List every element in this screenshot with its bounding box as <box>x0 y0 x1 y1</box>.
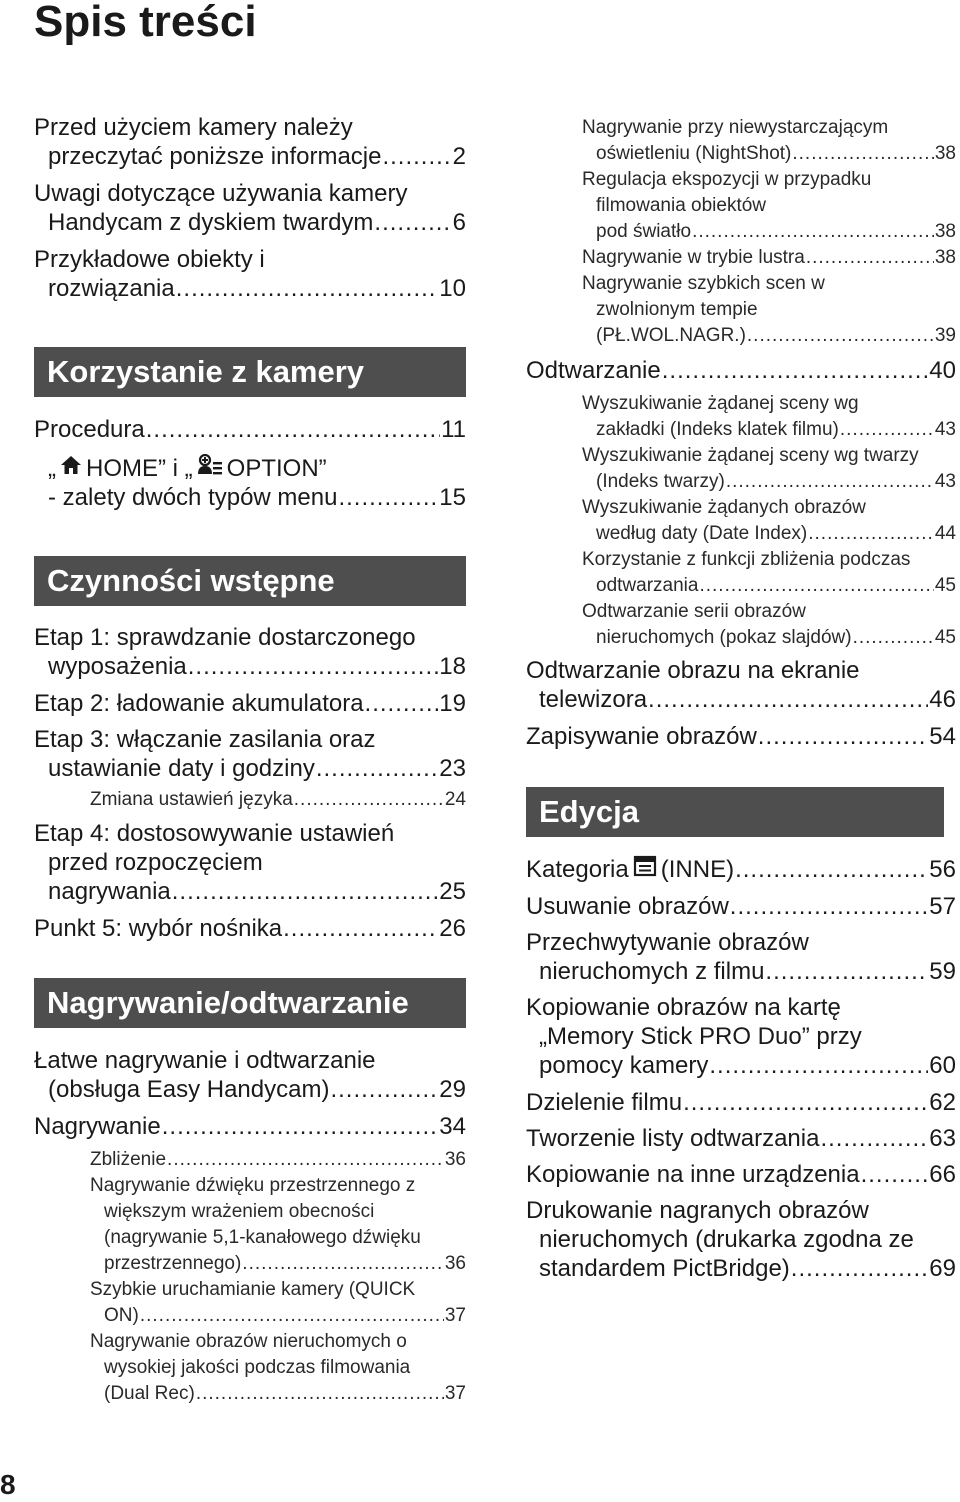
page-ref: 10 <box>439 275 466 302</box>
toc-entry[interactable]: Usuwanie obrazów ..... 57 <box>526 892 956 921</box>
page-ref: 45 <box>934 575 956 596</box>
page-ref: 37 <box>444 1383 466 1404</box>
toc-subentry[interactable]: Nagrywanie w trybie lustra ..... 38 <box>582 245 956 271</box>
toc-entry[interactable]: Tworzenie listy odtwarzania ..... 63 <box>526 1124 956 1153</box>
page-ref: 45 <box>934 627 956 648</box>
page-ref: 57 <box>929 893 956 920</box>
page-number: 8 <box>0 1469 16 1500</box>
section-header-korzystanie: Korzystanie z kamery <box>34 347 466 397</box>
toc-entry[interactable]: Etap 2: ładowanie akumulatora ..... 19 <box>34 689 466 718</box>
page-ref: 2 <box>452 143 466 170</box>
toc-entry[interactable]: Przed użyciem kamery należy przeczytać poniższe informacje ..... 2 <box>34 113 466 171</box>
section-header-nagrywanie-odtwarzanie: Nagrywanie/odtwarzanie <box>34 978 466 1028</box>
toc-subentry[interactable]: Korzystanie z funkcji zbliżenia podczas odtwarzania ..... 45 <box>582 547 956 599</box>
toc-entry[interactable]: Procedura ..... 11 <box>34 415 466 444</box>
page-ref: 6 <box>452 209 466 236</box>
page-ref: 46 <box>929 686 956 713</box>
toc-entry[interactable]: Etap 4: dostosowywanie ustawień przed rozpoczęciem nagrywania ..... 25 <box>34 819 466 906</box>
page-ref: 18 <box>439 653 466 680</box>
page-ref: 59 <box>929 958 956 985</box>
page-ref: 69 <box>929 1255 956 1282</box>
toc-entry[interactable]: Odtwarzanie obrazu na ekranie telewizora ..... 46 <box>526 656 956 714</box>
page-ref: 54 <box>929 723 956 750</box>
toc-entry[interactable]: Kopiowanie obrazów na kartę „Memory Stick PRO Duo” przy pomocy kamery ..... 60 <box>526 993 956 1080</box>
page-ref: 63 <box>929 1125 956 1152</box>
toc-entry[interactable]: Etap 3: włączanie zasilania oraz ustawianie daty i godziny ..... 23 <box>34 725 466 783</box>
page-ref: 38 <box>934 143 956 164</box>
page-ref: 56 <box>929 856 956 883</box>
toc-subentry[interactable]: Odtwarzanie serii obrazów nieruchomych (pokaz slajdów) ..... 45 <box>582 599 956 651</box>
toc-entry[interactable]: Odtwarzanie ..... 40 <box>526 356 956 385</box>
toc-entry[interactable]: Przykładowe obiekty i rozwiązania ..... 10 <box>34 245 466 303</box>
page-ref: 40 <box>929 357 956 384</box>
toc-entry[interactable]: Dzielenie filmu ..... 62 <box>526 1088 956 1117</box>
page-ref: 25 <box>439 878 466 905</box>
home-icon <box>60 454 82 483</box>
page-ref: 44 <box>934 523 956 544</box>
toc-entry-home-option[interactable]: „ HOME” i „ OPTION” - zalety dwóch typów menu ..... 15 <box>34 454 466 512</box>
section-header-edycja: Edycja <box>526 787 944 837</box>
page-ref: 24 <box>444 789 466 810</box>
toc-entry[interactable]: Nagrywanie ..... 34 <box>34 1112 466 1141</box>
toc-entry[interactable]: Punkt 5: wybór nośnika ..... 26 <box>34 914 466 943</box>
toc-subentry[interactable]: Nagrywanie przy niewystarczającym oświetleniu (NightShot) ..... 38 <box>582 115 956 167</box>
page-ref: 43 <box>934 471 956 492</box>
toc-subentry[interactable]: Zmiana ustawień języka ..... 24 <box>90 787 466 813</box>
page-ref: 23 <box>439 755 466 782</box>
page-ref: 29 <box>439 1076 466 1103</box>
page-ref: 26 <box>439 915 466 942</box>
toc-entry[interactable]: Kopiowanie na inne urządzenia ..... 66 <box>526 1160 956 1189</box>
toc-entry[interactable]: Etap 1: sprawdzanie dostarczonego wyposażenia ..... 18 <box>34 623 466 681</box>
page-ref: 19 <box>439 690 466 717</box>
page-title: Spis treści <box>34 0 257 46</box>
page-ref: 37 <box>444 1305 466 1326</box>
toc-subentry[interactable]: Wyszukiwanie żądanej sceny wg twarzy (Indeks twarzy) ..... 43 <box>582 443 956 495</box>
option-icon <box>197 454 223 483</box>
toc-subentry[interactable]: Wyszukiwanie żądanej sceny wg zakładki (Indeks klatek filmu) ..... 43 <box>582 391 956 443</box>
page-ref: 34 <box>439 1113 466 1140</box>
toc-entry[interactable]: Drukowanie nagranych obrazów nieruchomych (drukarka zgodna ze standardem PictBridge) ..... 69 <box>526 1196 956 1283</box>
section-header-czynnosci: Czynności wstępne <box>34 556 466 606</box>
toc-subentry[interactable]: Zbliżenie ..... 36 <box>90 1147 466 1173</box>
page-ref: 60 <box>929 1052 956 1079</box>
toc-subentry[interactable]: Wyszukiwanie żądanych obrazów według daty (Date Index) ..... 44 <box>582 495 956 547</box>
page-ref: 11 <box>441 416 466 443</box>
toc-subentry[interactable]: Nagrywanie szybkich scen w zwolnionym tempie (PŁ.WOL.NAGR.) ..... 39 <box>582 271 956 349</box>
page-ref: 39 <box>934 325 956 346</box>
toc-entry[interactable]: Przechwytywanie obrazów nieruchomych z filmu ..... 59 <box>526 928 956 986</box>
toc-subentry[interactable]: Nagrywanie dźwięku przestrzennego z większym wrażeniem obecności (nagrywanie 5,1-kanałowego dźwięku przestrzennego) ..... 36 <box>90 1173 466 1277</box>
toc-entry[interactable]: Zapisywanie obrazów ..... 54 <box>526 722 956 751</box>
toc-entry[interactable]: Łatwe nagrywanie i odtwarzanie (obsługa Easy Handycam) ..... 29 <box>34 1046 466 1104</box>
page-ref: 38 <box>934 247 956 268</box>
toc-subentry[interactable]: Regulacja ekspozycji w przypadku filmowania obiektów pod światło ..... 38 <box>582 167 956 245</box>
page-ref: 43 <box>934 419 956 440</box>
page-ref: 36 <box>444 1149 466 1170</box>
toc-entry[interactable]: Uwagi dotyczące używania kamery Handycam z dyskiem twardym ..... 6 <box>34 179 466 237</box>
page-ref: 62 <box>929 1089 956 1116</box>
page-ref: 15 <box>439 484 466 511</box>
toc-subentry[interactable]: Nagrywanie obrazów nieruchomych o wysokiej jakości podczas filmowania (Dual Rec) ..... 37 <box>90 1329 466 1407</box>
page-ref: 36 <box>444 1253 466 1274</box>
toc-subentry[interactable]: Szybkie uruchamianie kamery (QUICK ON) ..... 37 <box>90 1277 466 1329</box>
page-ref: 38 <box>934 221 956 242</box>
toc-entry-kategoria[interactable]: Kategoria (INNE) ..... 56 <box>526 855 956 884</box>
page-ref: 66 <box>929 1161 956 1188</box>
category-icon <box>633 855 657 884</box>
